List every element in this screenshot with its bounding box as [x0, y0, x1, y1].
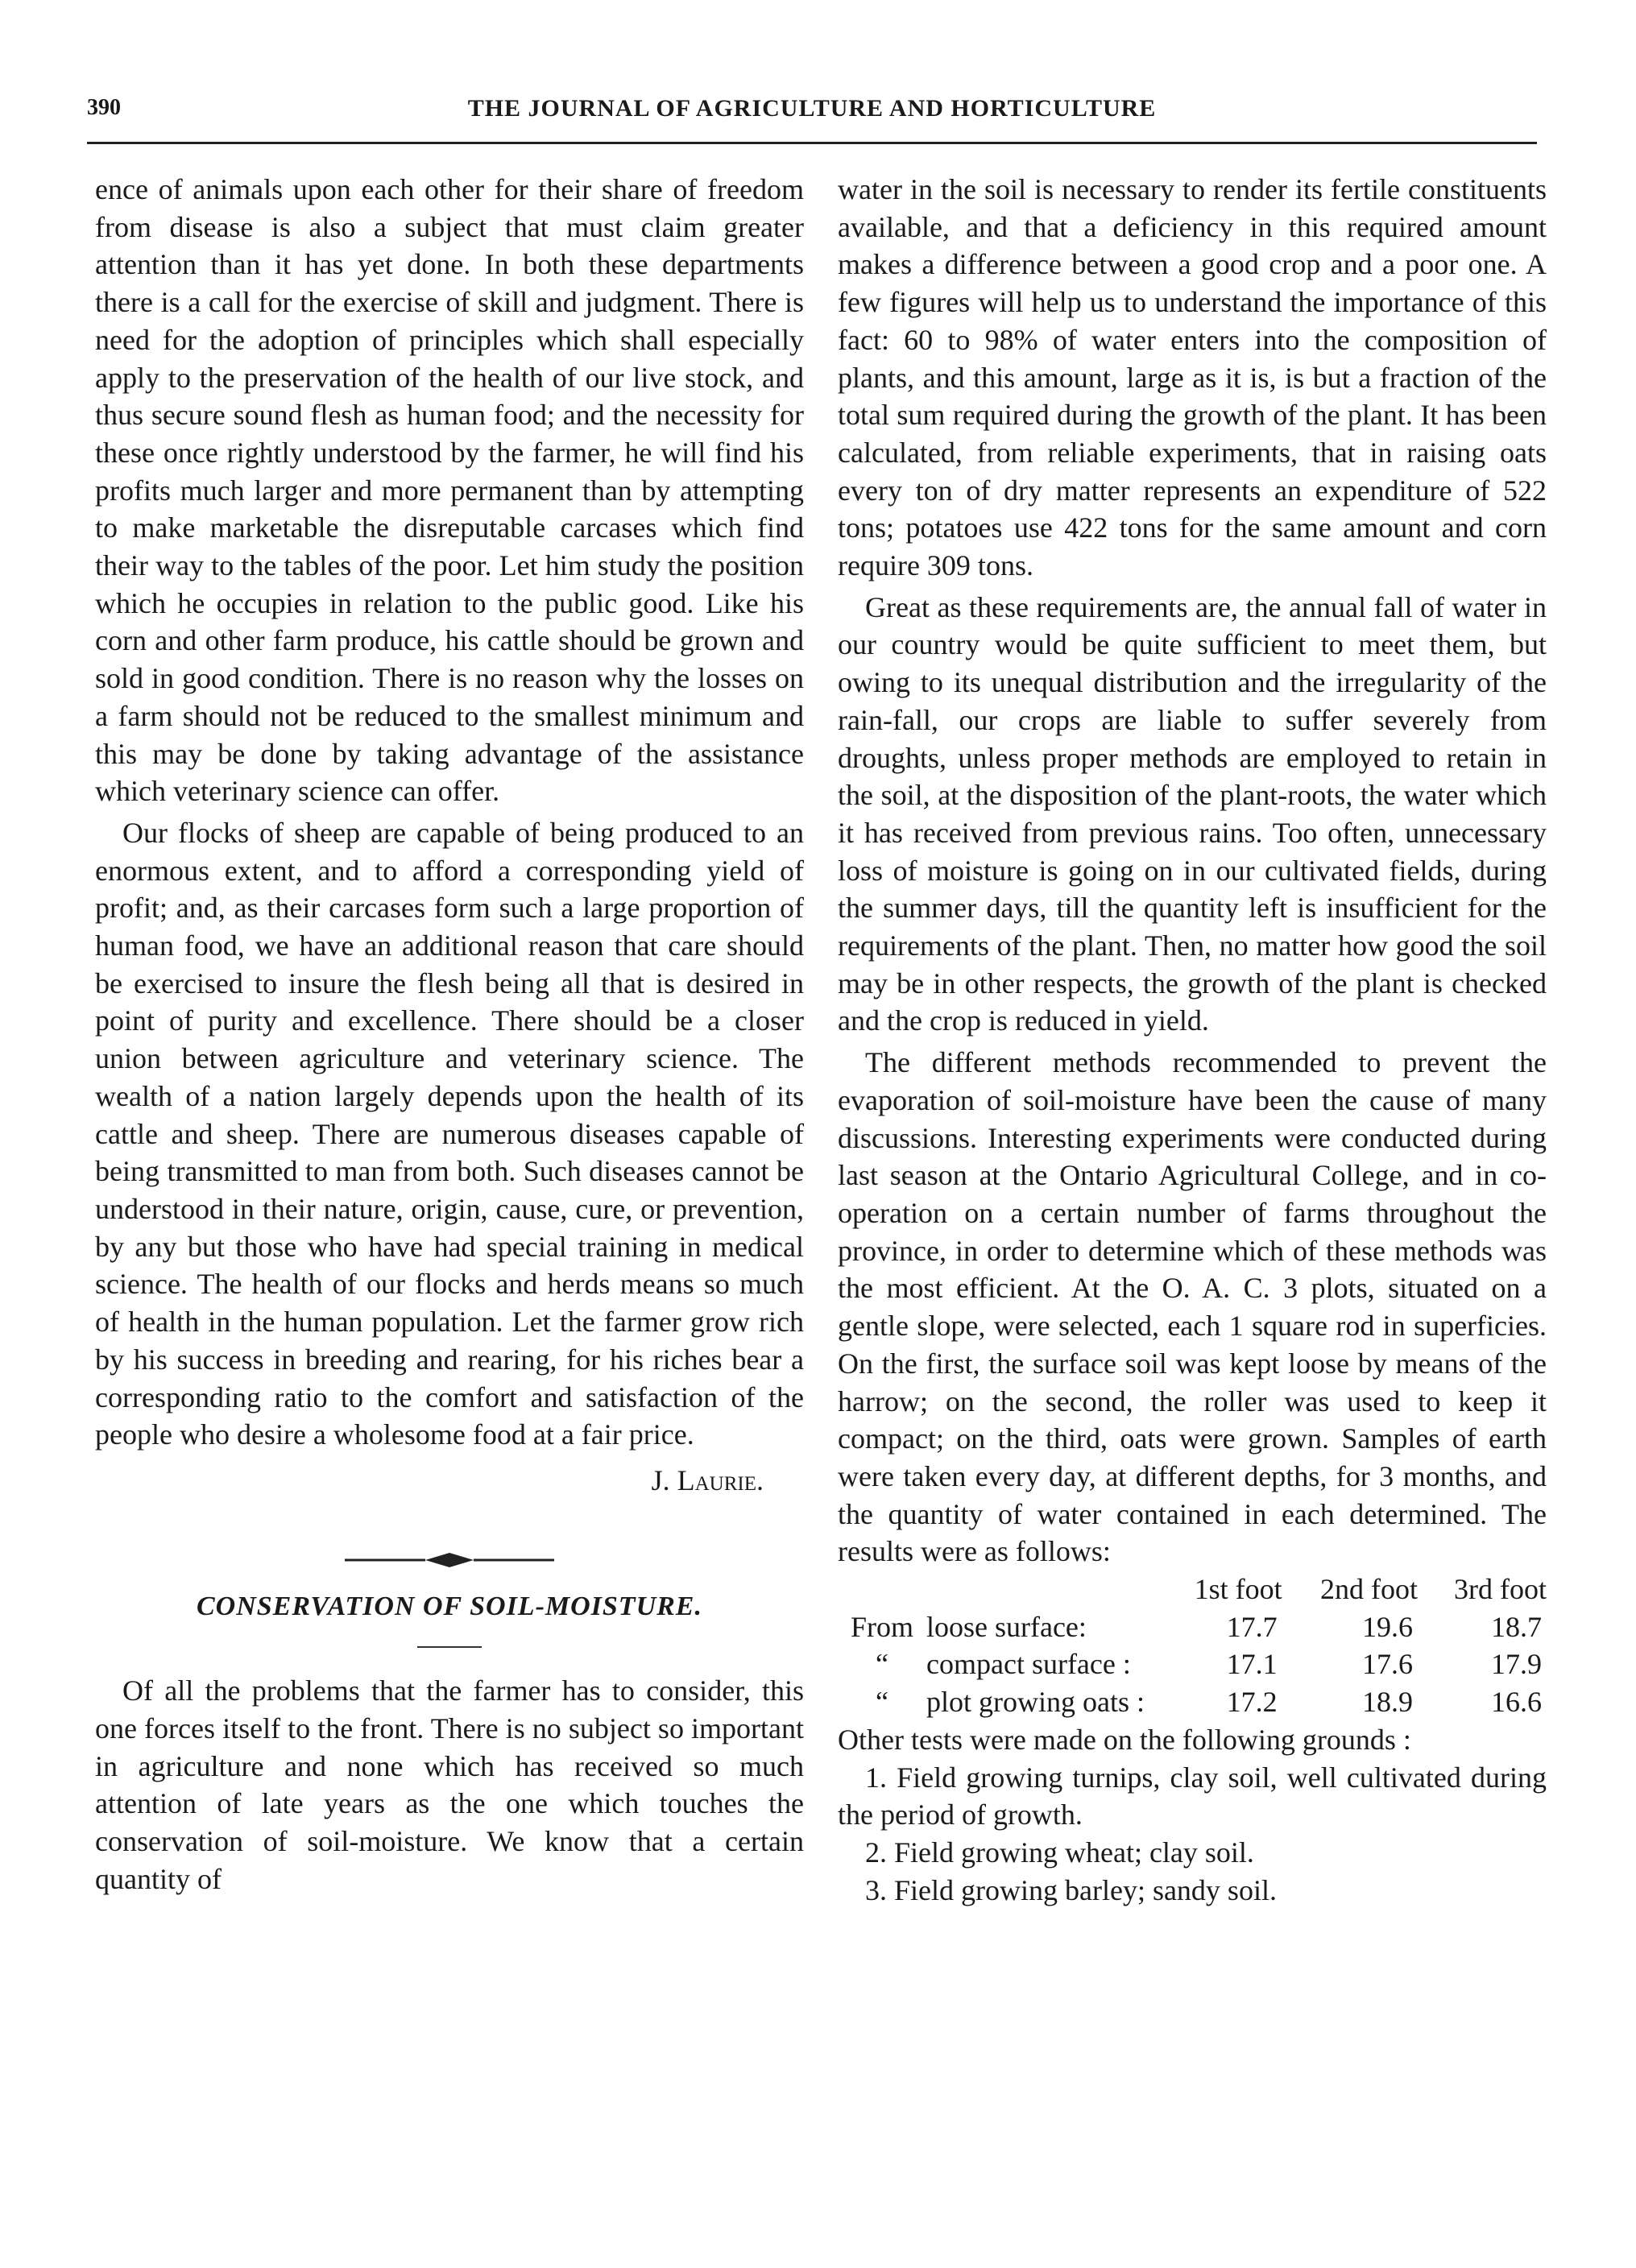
row-prefix: “ — [876, 1686, 888, 1719]
left-paragraph-2: Our flocks of sheep are capable of being produced to an enormous extent, and to afford a corresponding yield of profit; and, as their carcases form such a large proportion of human food, we have an additional reason that care should be exercised to insure the flesh being all that is desired in point of purity and excellence. There should be a closer union between agriculture and veterinary science. The wealth of a nation largely depends upon the health of its cattle and sheep. There are numerous diseases capable of being transmitted to man from both. Such diseases cannot be understood in their nature, origin, cause, cure, or prevention, by any but those who have had special training in medical science. The health of our flocks and herds means so much of health in the human population. Let the farmer grow rich by his success in breeding and rearing, for his riches bear a corresponding ratio to the comfort and satisfaction of the people who desire a wholesome food at a fair price. — [95, 816, 804, 1451]
right-paragraph-3: The different methods recommended to prevent the evaporation of soil-moisture have been the cause of many discussions. Interesting experiments were conducted during last season at the Ontario Agricultural College, and in co-operation on a certain number of farms throughout the province, in order to determine which of these methods was the most efficient. At the O. A. C. 3 plots, situated on a gentle slope, were selected, each 1 square rod in superficies. On the first, the surface soil was kept loose by means of the harrow; on the second, the roller was used to keep it compact; on the third, oats were grown. Samples of earth were taken every day, at different depths, for 3 months, and the quantity of water contained in each determined. The results were as follows: — [838, 1046, 1547, 1568]
table-cell: 19.6 — [1362, 1610, 1414, 1643]
list-item: 3. Field growing barley; sandy soil. — [865, 1873, 1277, 1906]
results-header-row — [838, 1571, 1547, 1608]
table-cell: 17.1 — [1226, 1648, 1278, 1681]
right-column — [838, 171, 1547, 1909]
row-prefix: “ — [876, 1648, 888, 1681]
right-paragraph-2: Great as these requirements are, the annual fall of water in our country would be quite sufficient to meet them, but owing to its unequal distribution and the irregularity of the rain-fall, our crops are liable to suffer severely from droughts, unless proper methods are employed to retain in the soil, at the disposition of the plant-roots, the water which it has received from previous rains. Too often, unnecessary loss of moisture is going on in our cultivated fields, during the summer days, till the quantity left is insufficient for the requirements of the plant. Then, no matter how good the soil may be in other respects, the growth of the plant is checked and the crop is reduced in yield. — [838, 590, 1547, 1037]
header-rule — [87, 142, 1537, 144]
heading-rule — [417, 1646, 482, 1648]
left-paragraph-3: Of all the problems that the farmer has to consider, this one forces itself to the front. There is no subject so important in agriculture and none which has received so much attention of late years as the one which touches the conservation of soil-moisture. We know that a certain quantity of — [95, 1674, 804, 1895]
right-paragraph-1: water in the soil is necessary to render its fertile constituents available, and that a deficiency in this required amount makes a difference between a good crop and a poor one. A few figures will help us to understand the importance of this fact: 60 to 98% of water enters into the composition of plants, and this amount, large as it is, is but a fraction of the total sum required during the growth of the plant. It has been calculated, from reliable experiments, that in raising oats every ton of dry matter represents an expenditure of 522 tons; potatoes use 422 tons for the same amount and corn require 309 tons. — [838, 173, 1547, 582]
table-cell: 16.6 — [1491, 1686, 1542, 1719]
table-cell: 17.9 — [1491, 1648, 1542, 1681]
row-label: loose surface: — [926, 1610, 1087, 1643]
row-label: plot growing oats : — [926, 1686, 1145, 1719]
row-label: compact surface : — [926, 1648, 1131, 1681]
column-header: 3rd foot — [1454, 1573, 1547, 1606]
after-table-text: Other tests were made on the following grounds : — [838, 1723, 1411, 1756]
table-cell: 17.6 — [1362, 1648, 1414, 1681]
table-row — [838, 1645, 1547, 1683]
row-prefix: From — [850, 1610, 913, 1643]
table-cell: 17.7 — [1226, 1610, 1278, 1643]
section-divider-ornament — [329, 1548, 570, 1572]
column-header: 2nd foot — [1320, 1573, 1419, 1606]
table-row — [838, 1683, 1547, 1721]
table-cell: 17.2 — [1226, 1686, 1278, 1719]
page-header — [87, 95, 1537, 143]
table-cell: 18.7 — [1491, 1610, 1542, 1643]
left-column — [95, 171, 804, 1898]
author-signature: J. Laurie. — [651, 1463, 764, 1496]
table-cell: 18.9 — [1362, 1686, 1414, 1719]
page-number: 390 — [87, 95, 121, 120]
list-item: 2. Field growing wheat; clay soil. — [865, 1836, 1254, 1869]
column-header: 1st foot — [1194, 1573, 1282, 1606]
left-paragraph-1: ence of animals upon each other for their share of freedom from disease is also a subject that must claim greater attention than it has yet done. In both these departments there is a call for the exercise of skill and judgment. There is need for the adoption of principles which shall especially apply to the preservation of the health of our live stock, and thus secure sound flesh as human food; and the necessity for these once rightly understood by the farmer, he will find his profits much larger and more permanent than by attempting to make marketable the disreputable carcases which find their way to the tables of the poor. Let him study the position which he occupies in relation to the public good. Like his corn and other farm produce, his cattle should be grown and sold in good condition. There is no reason why the losses on a farm should not be reduced to the smallest minimum and this may be done by taking advantage of the assistance which veterinary science can offer. — [95, 173, 804, 808]
table-row — [838, 1608, 1547, 1646]
section-heading: CONSERVATION OF SOIL-MOISTURE. — [196, 1591, 702, 1621]
list-item: 1. Field growing turnips, clay soil, well cultivated during the period of growth. — [838, 1761, 1547, 1831]
results-table — [838, 1571, 1547, 1721]
journal-title: THE JOURNAL OF AGRICULTURE AND HORTICULTURE — [467, 95, 1157, 122]
